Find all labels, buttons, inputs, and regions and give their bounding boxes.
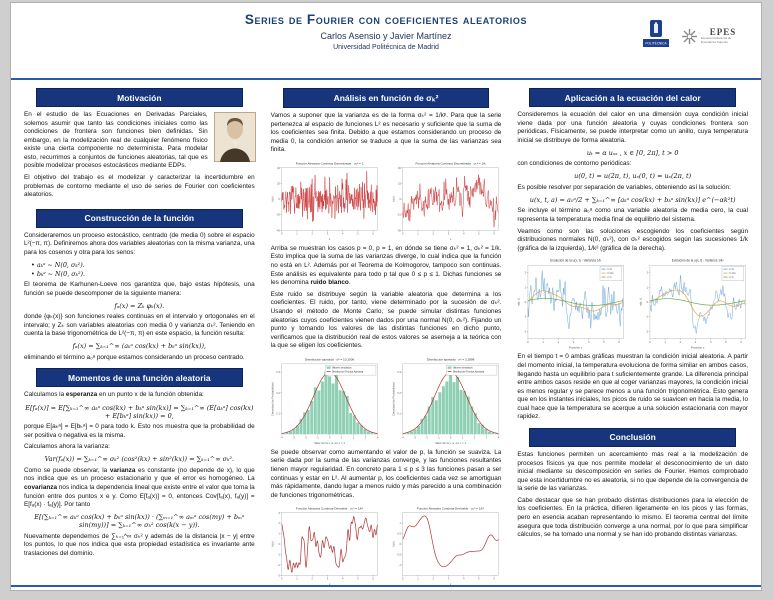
equation-solucion: u(x, t, a) = a₀ᵃ/2 + ∑ₖ₌₁^∞ [aₖᵃ cos(kx) + bₖᵃ sin(kx)] e^(−αk²t) bbox=[529, 195, 736, 204]
svg-text:2: 2 bbox=[524, 271, 527, 275]
svg-text:-1: -1 bbox=[277, 553, 280, 557]
poster-authors: Carlos Asensio y Javier Martínez bbox=[320, 31, 452, 41]
svg-text:5: 5 bbox=[356, 577, 359, 581]
svg-text:Densidad de Probabilidad: Densidad de Probabilidad bbox=[391, 382, 396, 416]
svg-text:0: 0 bbox=[646, 301, 648, 305]
aplicacion-paragraph-1: Consideremos la ecuación del calor en una dimensión cuya condición inicial viene dada por una función aleatoria y cuyas condiciones frontera son periódicas. Físicamente, se puede interpretar como un anillo, cuya temperatura inicial se distribuye de forma aleatoria. bbox=[517, 111, 749, 144]
svg-text:-4: -4 bbox=[280, 436, 283, 440]
equation-esperanza: E[fₐ(x)] = E[∑ₖ₌₁^∞ aₖᵃ cos(kx) + bₖᵃ sin(kx)] = ∑ₖ₌₁^∞ (E[aₖᵃ] cos(kx) + E[bₖᵃ] sin(kx)) = 0, bbox=[25, 403, 254, 420]
bullet-seno: • bₖᵃ ~ N(0, σₖ²). bbox=[31, 270, 256, 278]
svg-text:-2: -2 bbox=[277, 564, 280, 568]
svg-text:3: 3 bbox=[694, 341, 696, 345]
smooth-charts-row bbox=[270, 503, 503, 587]
svg-text:4: 4 bbox=[588, 341, 590, 345]
svg-text:Valor de la v. a. en x = 1: Valor de la v. a. en x = 1 bbox=[435, 440, 467, 445]
histogram-charts-row bbox=[270, 354, 503, 446]
aplicacion-paragraph-6: En el tiempo t = 0 ambas gráficas muestran la condición inicial aleatoria. A partir del momento inicial, la temperatura evoluciona de forma similar en ambos casos, llegando hasta un equilibrio para t suficientemente grande. La diferencia principal entre ambos casos reside en que al coger varianzas mayores, la condición inicial es menos regular y se parece menos a una función trigonométrica. Esto genera que en los instantes iniciales, los picos de ruido se suavicen en hacia la media, lo cual hace que la temperatura se acerque a una solución estacionaria con mayor rapidez. bbox=[517, 353, 749, 421]
svg-text:t = 0.1: t = 0.1 bbox=[607, 272, 615, 276]
svg-text:x: x bbox=[328, 236, 330, 241]
svg-text:t = 1: t = 1 bbox=[728, 276, 734, 280]
construccion-bullet-list bbox=[31, 261, 256, 279]
section-heading-conclusion: Conclusión bbox=[529, 428, 736, 447]
svg-text:3: 3 bbox=[326, 232, 328, 236]
svg-text:6: 6 bbox=[493, 577, 495, 581]
svg-text:6: 6 bbox=[372, 232, 374, 236]
svg-text:3: 3 bbox=[326, 577, 328, 581]
svg-text:Valores simulados: Valores simulados bbox=[452, 366, 473, 370]
svg-text:3: 3 bbox=[364, 436, 366, 440]
analisis-paragraph-2: Arriba se muestran los casos p = 0, p = 1, en dónde se tiene σₖ² = 1, σₖ² = 1/k. Esto implica que la suma de las varianzas diverge, lo cual indica que la función no está en L². Además por el Teorema de Kolmogorov, tampoco son continuas. Este análisis es equivalente para todo p tal que 0 ≤ p ≤ 1. Dichas funciones se les denomina ruido blanco. bbox=[270, 244, 502, 287]
svg-text:-30: -30 bbox=[397, 229, 401, 233]
svg-text:0.5: 0.5 bbox=[397, 532, 401, 536]
svg-text:fₐ(x): fₐ(x) bbox=[391, 541, 396, 547]
poster-university: Universidad Politécnica de Madrid bbox=[333, 44, 439, 51]
svg-text:-1: -1 bbox=[437, 436, 440, 440]
epes-wordmark: EPES bbox=[709, 27, 737, 38]
svg-text:-3: -3 bbox=[292, 436, 295, 440]
svg-text:3: 3 bbox=[278, 512, 280, 516]
svg-text:2: 2 bbox=[278, 522, 280, 526]
svg-text:-1: -1 bbox=[316, 436, 319, 440]
aplicacion-paragraph-5: Veamos como son las soluciones escogiendo los coeficientes según distribuciones normales N(0, σₖ²), con σₖ² escogidos según las sucesiones 1/k (gráfica de la izquierda), 1/k² (gráfica de la derecha). bbox=[517, 227, 749, 252]
equation-varianza: Var(fₐ(x)) = ∑ₖ₌₁^∞ σₖ² (cos²(kx) + sin²(kx)) = ∑ₖ₌₁^∞ σₖ². bbox=[44, 455, 235, 464]
svg-text:1: 1 bbox=[417, 577, 419, 581]
svg-text:1: 1 bbox=[417, 232, 419, 236]
svg-text:2: 2 bbox=[646, 271, 648, 275]
svg-text:Distribución ajustada · σ² = 1: Distribución ajustada · σ² = 10.2006 bbox=[304, 357, 354, 362]
svg-text:fₐ(x): fₐ(x) bbox=[270, 196, 275, 202]
analisis-paragraph-1: Vamos a suponer que la varianza es de la forma σₖ² = 1/kᵖ. Para que la serie pertenezca al espacio de funciones L² es necesario y suficiente que la suma de los coeficientes sea finita. Debido a que estamos considerando un proceso de media 0, la condición anterior se traduce a que la suma de las varianzas sea finita. bbox=[270, 112, 502, 154]
chart-ruido-blanco-p1 bbox=[391, 158, 502, 242]
svg-text:t = 0.1: t = 0.1 bbox=[728, 272, 736, 276]
analisis-paragraph-3: Este ruido se distribuye según la variable aleatoria que determina a los coeficientes. El ruido, por tanto, viene determinado por la sucesión de σₖ². Usando el método de Monte Carlo, se puede simular distintas funciones aleatorias cuyos coeficientes vienen dados por una normal N(0, σₖ²). Fijando un punto y tomando los valores de las distintas funciones en dicho punto, verificamos que la distribución real de estos valores se asemeja a la teórica con la que se eligen los coeficientes. bbox=[270, 290, 502, 350]
heat-charts-row bbox=[516, 256, 749, 350]
poster-title: Series de Fourier con coeficientes aleatorios bbox=[244, 12, 528, 27]
svg-text:t = 0: t = 0 bbox=[728, 268, 734, 272]
svg-text:4: 4 bbox=[497, 436, 500, 440]
svg-text:x: x bbox=[328, 582, 330, 587]
chart-ruido-blanco-p0 bbox=[270, 158, 381, 242]
svg-text:0: 0 bbox=[449, 436, 452, 440]
motivacion-paragraph-1: En el estudio de las Ecuaciones en Derivadas Parciales, solemos asumir que tanto las condiciones iniciales como las condiciones de frontera son funciones bien definidas. Sin embargo, en la modelización real de cualquier fenómeno físico existe una cierta componente no determinista. Para modelar esto, recurrimos a conjuntos de funciones aleatorias, tal que es posible modelizar procesos estocásticos mediante EDPs. bbox=[24, 111, 208, 170]
momentos-paragraph-2: porque E[aₖᵃ] = E[bₖᵃ] = 0 para todo k. Esto nos muestra que la probabilidad de ser positiva o negativa es la misma. bbox=[24, 423, 255, 439]
aplicacion-paragraph-4: Se incluye el término a₀ᵃ como una variable aleatoria de media cero, la cual representa la temperatura media final de equilibrio del sistema. bbox=[517, 207, 749, 224]
svg-text:Valores simulados: Valores simulados bbox=[331, 366, 352, 370]
svg-text:Valor de la v. a. en x = 1: Valor de la v. a. en x = 1 bbox=[313, 440, 345, 445]
construccion-paragraph-1: Consideraremos un proceso estocástico, centrado (de media 0) sobre el espacio L²(−π, π). Definiremos ahora dos variables aleatorias con la misma varianza, una para los cosenos y otra para los senos: bbox=[24, 231, 255, 256]
svg-text:3: 3 bbox=[447, 577, 450, 581]
svg-text:1: 1 bbox=[524, 286, 527, 290]
svg-text:0.3: 0.3 bbox=[275, 370, 280, 374]
svg-text:4: 4 bbox=[376, 436, 378, 440]
svg-text:3: 3 bbox=[447, 232, 450, 236]
svg-text:0: 0 bbox=[401, 577, 404, 581]
svg-text:-2: -2 bbox=[524, 330, 527, 334]
svg-text:Posición x: Posición x bbox=[690, 346, 705, 351]
svg-text:1: 1 bbox=[295, 232, 298, 236]
svg-text:0: 0 bbox=[278, 543, 280, 547]
svg-text:0: 0 bbox=[527, 341, 530, 345]
section-heading-construccion: Construcción de la función bbox=[36, 209, 243, 228]
aplicacion-paragraph-3: Es posible resolver por separación de variables, obteniendo así la solución: bbox=[517, 183, 731, 191]
svg-text:0: 0 bbox=[280, 232, 283, 236]
conclusion-paragraph-2: Cabe destacar que se han probado distintas distribuciones para la elección de los coeficientes. En la práctica, difieren ligeramente en los picos y las formas, pero en esencia acaban representando lo mismo. El teorema central del límite asegura que toda distribución converge a una normal, por lo que para simplificar cálculos, se ha tomado una normal y se han ido probando distintas varianzas. bbox=[517, 496, 749, 539]
epes-caption: Escuela Politécnica de Enseñanza Superior bbox=[701, 36, 732, 44]
epes-logo bbox=[681, 27, 745, 44]
conclusion-paragraph-1: Estas funciones permiten un acercamiento más real a la modelización de procesos físicos ya que nos permite modelar el desconocimiento de un dato inicial mediante su descomposición en series de Fourier. Hemos comprobado que esta incertidumbre no es aleatoria, si no que depende de la convergencia de la serie de las varianzas. bbox=[517, 450, 749, 493]
svg-text:Función Aleatoria Continua Der: Función Aleatoria Continua Derivable · σₖ² = 1/k² bbox=[295, 506, 363, 511]
column-middle bbox=[270, 82, 503, 590]
svg-text:1: 1 bbox=[399, 522, 401, 526]
svg-text:0.2: 0.2 bbox=[397, 391, 401, 395]
section-heading-analisis: Análisis en función de σₖ² bbox=[283, 88, 490, 108]
equation-contorno: u(0, t) = u(2π, t), uₓ(0, t) = uₓ(2π, t) bbox=[574, 172, 692, 181]
svg-text:-15: -15 bbox=[397, 213, 401, 217]
svg-text:1: 1 bbox=[278, 532, 280, 536]
svg-text:2: 2 bbox=[432, 577, 434, 581]
bullet-coseno: • aₖᵃ ~ N(0, σₖ²). bbox=[31, 261, 256, 269]
chart-funcion-continua-p4 bbox=[391, 503, 502, 587]
svg-text:fₐ(x): fₐ(x) bbox=[391, 196, 396, 202]
svg-text:0: 0 bbox=[399, 543, 401, 547]
analisis-paragraph-4: Se puede observar como aumentando el valor de p, la función se suaviza. La serie dada por la suma de las varianzas converge, y las funciones resultantes tienen mayor regularidad. En concreto para 1 ≤ p ≤ 3 las funciones pasan a ser continuas y estar en L². Al aumentar p, los coeficientes cada vez se amortiguan más rápidamente, dando lugar a menos ruido y más parecido a una combinación de funciones trigonométricas. bbox=[270, 448, 502, 499]
politecnica-logo bbox=[643, 19, 669, 53]
svg-text:0: 0 bbox=[648, 341, 651, 345]
svg-text:5: 5 bbox=[603, 341, 605, 345]
svg-text:Evolución de la u(x, t) · Vari: Evolución de la u(x, t) · Varianza 1/k² bbox=[671, 259, 724, 264]
svg-text:-2: -2 bbox=[425, 436, 428, 440]
svg-text:Distribución Teórica Ajustada: Distribución Teórica Ajustada bbox=[331, 370, 363, 374]
svg-text:-4: -4 bbox=[401, 436, 404, 440]
svg-text:Distribución ajustada · σ² = 3: Distribución ajustada · σ² = 3.2898 bbox=[426, 357, 475, 362]
chart-evolucion-calor-2 bbox=[638, 256, 749, 350]
equation-fourier-series: fₐ(x) = ∑ₖ₌₁^∞ (aₖᵃ cos(kx) + bₖᵃ sin(kx)), bbox=[72, 342, 207, 351]
svg-text:1: 1 bbox=[461, 436, 464, 440]
motivacion-block bbox=[23, 111, 256, 203]
svg-text:6: 6 bbox=[740, 341, 742, 345]
equation-karhunen: fₐ(x) = Zₖ φₖ(x). bbox=[114, 301, 165, 310]
svg-text:1: 1 bbox=[664, 341, 666, 345]
svg-text:5: 5 bbox=[478, 577, 480, 581]
svg-text:0: 0 bbox=[399, 197, 401, 201]
svg-text:-2: -2 bbox=[645, 330, 648, 334]
chart-funcion-continua-p2 bbox=[270, 503, 381, 587]
header-logos bbox=[643, 19, 745, 53]
fourier-portrait bbox=[214, 112, 256, 162]
svg-text:fₐ(x): fₐ(x) bbox=[270, 541, 275, 547]
svg-text:1: 1 bbox=[340, 436, 342, 440]
svg-text:0.1: 0.1 bbox=[275, 412, 280, 416]
svg-text:6: 6 bbox=[493, 232, 495, 236]
svg-text:0.1: 0.1 bbox=[397, 412, 401, 416]
section-heading-momentos: Momentos de una función aleatoria bbox=[36, 368, 243, 387]
svg-text:2: 2 bbox=[311, 232, 313, 236]
svg-text:4: 4 bbox=[341, 577, 344, 581]
svg-text:Función Aleatoria Continua Dis: Función Aleatoria Continua Discretizada · σₖ² = 1/k bbox=[415, 161, 486, 166]
svg-text:Función Aleatoria Continua Dis: Función Aleatoria Continua Discretizada · σₖ² = 1 bbox=[295, 161, 364, 166]
poster-header bbox=[11, 3, 761, 80]
svg-text:2: 2 bbox=[679, 341, 681, 345]
svg-text:-20: -20 bbox=[275, 213, 280, 217]
svg-text:-1: -1 bbox=[524, 316, 527, 320]
svg-text:0: 0 bbox=[278, 197, 280, 201]
svg-text:0: 0 bbox=[328, 436, 330, 440]
svg-text:u(x, t): u(x, t) bbox=[638, 298, 643, 307]
svg-text:0: 0 bbox=[401, 232, 404, 236]
svg-text:-1: -1 bbox=[645, 316, 648, 320]
svg-text:Función Aleatoria Continua Der: Función Aleatoria Continua Derivable · σₖ² = 1/k⁴ bbox=[416, 506, 485, 511]
svg-text:1: 1 bbox=[295, 577, 298, 581]
svg-text:0: 0 bbox=[524, 301, 527, 305]
svg-text:5: 5 bbox=[724, 341, 727, 345]
svg-text:-2: -2 bbox=[304, 436, 307, 440]
chart-distribucion-ajustada-1 bbox=[270, 354, 381, 446]
construccion-paragraph-4: eliminando el término a₀ᵃ porque estamos considerando un proceso centrado. bbox=[24, 353, 245, 361]
svg-text:5: 5 bbox=[478, 232, 480, 236]
equation-covarianza: E[(∑ₖ₌₁^∞ aₖᵃ cos(kx) + bₖᵃ sin(kx)) · (∑ₘ₌₁^∞ aₘᵃ cos(my) + bₘᵃ sin(my))] = ∑ₖ₌₁^∞ σₖ² cos(k(x − y)). bbox=[34, 513, 245, 530]
svg-text:-1: -1 bbox=[398, 564, 401, 568]
section-heading-motivacion: Motivación bbox=[36, 88, 243, 107]
svg-text:-40: -40 bbox=[275, 229, 280, 233]
svg-text:u(x, t): u(x, t) bbox=[516, 298, 521, 307]
section-heading-aplicacion: Aplicación a la ecuación del calor bbox=[529, 88, 736, 107]
svg-text:Densidad de Probabilidad: Densidad de Probabilidad bbox=[270, 382, 275, 416]
svg-text:Evolución de la u(x, t) · Vari: Evolución de la u(x, t) · Varianza 1/k bbox=[550, 259, 602, 264]
motivacion-paragraph-2: El objetivo del trabajo es el modelizar y caracterizar la incertidumbre en problemas de contorno mediante el uso de series de Fourier con coeficientes aleatorios. bbox=[24, 174, 255, 199]
momentos-paragraph-3: Calculamos ahora la varianza: bbox=[24, 443, 110, 451]
svg-text:-3: -3 bbox=[277, 574, 280, 578]
svg-text:4: 4 bbox=[462, 232, 465, 236]
svg-text:Distribución Teórica Ajustada: Distribución Teórica Ajustada bbox=[452, 370, 485, 374]
svg-text:t = 0: t = 0 bbox=[607, 268, 612, 272]
svg-text:15: 15 bbox=[398, 182, 401, 186]
svg-text:6: 6 bbox=[372, 577, 374, 581]
svg-text:5: 5 bbox=[356, 232, 359, 236]
equation-calor: uₜ = α uₓₓ , x ∈ [0, 2π], t > 0 bbox=[586, 148, 679, 157]
chart-evolucion-calor-1 bbox=[516, 256, 627, 350]
svg-text:3: 3 bbox=[485, 436, 488, 440]
svg-text:0.3: 0.3 bbox=[397, 370, 401, 374]
construccion-paragraph-2: El teorema de Karhunen-Loeve nos garantiza que, bajo estas hipótesis, una función se puede descomponer de la siguiente manera: bbox=[24, 281, 255, 297]
poster bbox=[10, 2, 762, 591]
svg-text:-3: -3 bbox=[413, 436, 416, 440]
svg-text:1: 1 bbox=[646, 286, 648, 290]
svg-text:0: 0 bbox=[280, 577, 283, 581]
svg-text:4: 4 bbox=[462, 577, 465, 581]
svg-text:3: 3 bbox=[573, 341, 575, 345]
svg-text:2: 2 bbox=[311, 577, 313, 581]
svg-text:2: 2 bbox=[432, 232, 434, 236]
svg-text:2: 2 bbox=[473, 436, 476, 440]
svg-text:2: 2 bbox=[352, 436, 354, 440]
aplicacion-paragraph-2: con condiciones de contorno periódicas: bbox=[517, 160, 632, 168]
svg-text:t = 1: t = 1 bbox=[607, 276, 612, 280]
noise-charts-row bbox=[270, 158, 503, 242]
svg-text:4: 4 bbox=[341, 232, 344, 236]
svg-text:40: 40 bbox=[276, 166, 280, 170]
momentos-paragraph-1: Calculamos la esperanza en un punto x de la función obtenida: bbox=[24, 391, 204, 399]
svg-text:0.2: 0.2 bbox=[275, 391, 280, 395]
svg-text:POLITÉCNICA: POLITÉCNICA bbox=[645, 41, 667, 46]
epes-emblem-icon bbox=[681, 28, 698, 45]
svg-text:-0.5: -0.5 bbox=[396, 553, 401, 557]
chart-distribucion-ajustada-2 bbox=[391, 354, 502, 446]
svg-text:Posición x: Posición x bbox=[569, 346, 583, 351]
poster-columns bbox=[11, 80, 761, 590]
construccion-paragraph-3: donde {φₖ(x)} son funciones reales continuas en el intervalo y ortogonales en el intervalo; y Zₖ son variables aleatorias con media 0 y varianza σₖ². Teniendo en cuenta la base trigonométrica de L²(−π, π) en este espacio, la función resulta: bbox=[24, 313, 255, 338]
svg-text:4: 4 bbox=[709, 341, 712, 345]
svg-text:1: 1 bbox=[542, 341, 545, 345]
momentos-paragraph-4: Como se puede observar, la varianza es constante (no depende de x), lo que nos indica que es un proceso estacionario y que el error es homogéneo. La covarianza nos indica la dependencia lineal que existe entre el valor que toma la función entre dos puntos x e y. Como E[fₐ(x)] = 0, entonces Cov[fₐ(x), fₐ(y)] = E[fₐ(x) · fₐ(y)]. Por tanto bbox=[24, 466, 255, 509]
momentos-paragraph-5: Nuevamente dependemos de ∑ₖ₌₁^∞ σₖ² y además de la distancia |x − y| entre los puntos, lo que nos indica que esta propiedad estadística es invariante ante traslaciones del dominio. bbox=[24, 532, 255, 557]
svg-text:x: x bbox=[449, 236, 452, 241]
column-right bbox=[516, 82, 749, 590]
svg-text:6: 6 bbox=[618, 341, 621, 345]
poster-bottom-rule bbox=[11, 585, 761, 587]
svg-text:20: 20 bbox=[276, 182, 280, 186]
column-left bbox=[23, 82, 256, 590]
svg-text:x: x bbox=[449, 582, 452, 587]
svg-text:30: 30 bbox=[398, 166, 401, 170]
svg-text:2: 2 bbox=[557, 341, 560, 345]
